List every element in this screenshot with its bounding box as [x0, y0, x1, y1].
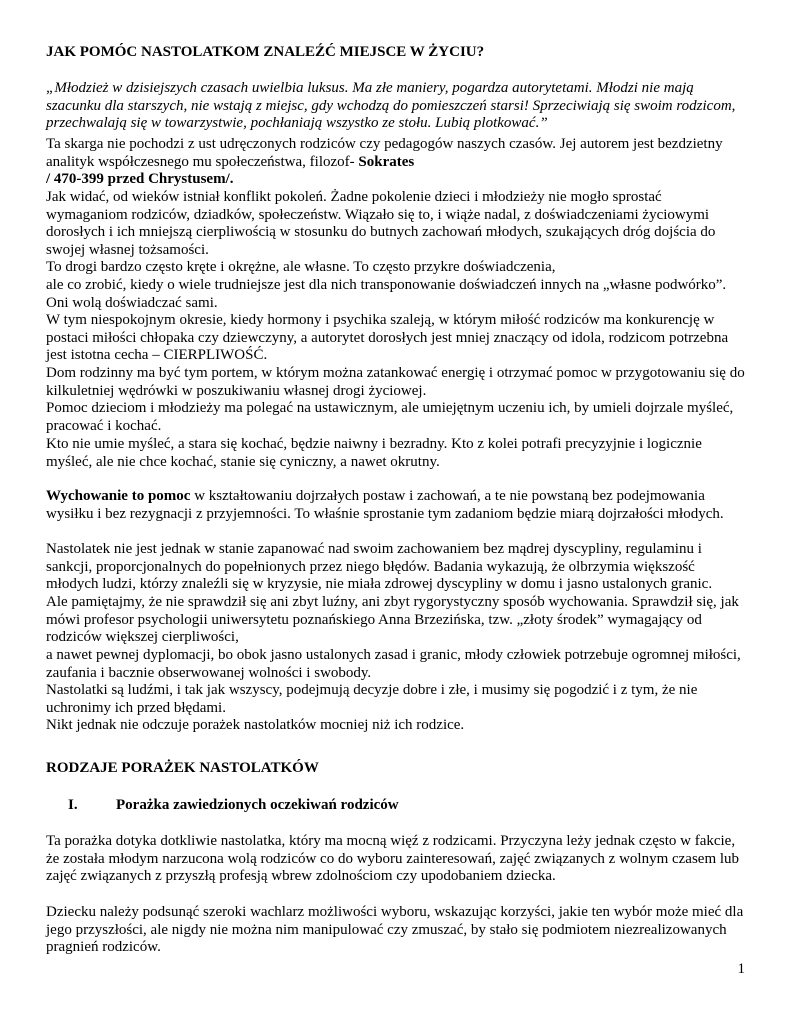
paragraph-think-love: Kto nie umie myśleć, a stara się kochać, będzie naiwny i bezradny. Kto z kolei potrafi precyzyjnie i logicznie myśleć, ale nie chce kochać, stanie się cyniczny, a nawet okrutny.	[46, 436, 702, 470]
paragraph-generations: Jak widać, od wieków istniał konflikt pokoleń. Żadne pokolenie dzieci i młodzieży nie mogło sprostać wymaganiom rodziców, dziadków, społeczeństw. Wiązało się to, i wiąże nadal, z doświadczeniami życiowymi dorosłych i ich mniejszą cierpliwością w stosunku do butnych zachowań młodych, szukających dróg dojścia do swojej własnej tożsamości.	[46, 189, 716, 258]
paragraph-paths-a: To drogi bardzo często kręte i okrężne, ale własne. To często przykre doświadczenia,	[46, 259, 556, 275]
author-dates: / 470-399 przed Chrystusem/.	[46, 171, 234, 187]
paragraph-decisions: Nastolatki są ludźmi, i tak jak wszyscy, podejmują decyzje dobre i złe, i musimy się pogodzić i z tym, że nie uchronimy ich przed błędami.	[46, 682, 698, 716]
paragraph-help: Pomoc dzieciom i młodzieży ma polegać na ustawicznym, ale umiejętnym uczeniu ich, by umieli dojrzale myśleć, pracować i kochać.	[46, 400, 734, 434]
author-name: Sokrates	[358, 153, 415, 170]
opening-quote: „Młodzież w dzisiejszych czasach uwielbia luksus. Ma złe maniery, pogardza autorytetami. Młodzi nie mają szacunku dla starszych, nie wstają z miejsc, gdy wchodzą do pomieszczeń starsi! Sprzeciwiają się swoim rodzicom, przechwalają się w towarzystwie, pochłaniają wszystko ze stołu. Lubią plotkować.”	[46, 80, 736, 132]
paragraph-home: Dom rodzinny ma być tym portem, w którym można zatankować energię i otrzymać pomoc w przygotowaniu się do kilkuletniej wędrówki w poszukiwaniu własnej drogi życiowej.	[46, 365, 745, 399]
document-title: JAK POMÓC NASTOLATKOM ZNALEŹĆ MIEJSCE W ŻYCIU?	[46, 44, 485, 60]
subsection-number: I.	[68, 797, 78, 813]
subsection-heading	[68, 797, 399, 815]
paragraph-author	[46, 136, 746, 171]
paragraph-parents-feel: Nikt jednak nie odczuje porażek nastolatków mocniej niż ich rodzice.	[46, 717, 465, 733]
section-heading: RODZAJE PORAŻEK NASTOLATKÓW	[46, 760, 319, 776]
paragraph-upbringing	[46, 488, 746, 523]
paragraph-diplomacy: a nawet pewnej dyplomacji, bo obok jasno ustalonych zasad i granic, młody człowiek potrzebuje ogromnej miłości, zaufania i bacznie obserwowanej wolności i swobody.	[46, 647, 741, 681]
paragraph-author-text: Ta skarga nie pochodzi z ust udręczonych rodziców czy pedagogów naszych czasów. Jej autorem jest bezdzietny analityk współczesnego mu społeczeństwa, filozof-	[46, 136, 723, 170]
paragraph-discipline: Nastolatek nie jest jednak w stanie zapanować nad swoim zachowaniem bez mądrej dyscypliny, regulaminu i sankcji, proporcjonalnych do popełnionych przez niego błędów. Badania wykazują, że olbrzymia większość młodych ludzi, którzy znaleźli się w kryzysie, nie miała zdrowej dyscypliny w domu i jasno ustalonych granic.	[46, 541, 713, 593]
paragraph-choice: Dziecku należy podsunąć szeroki wachlarz możliwości wyboru, wskazując korzyści, jakie ten wybór może mieć dla jego przyszłości, ale nigdy nie można nim manipulować czy zmuszać, by stało się podmiotem niezrealizowanych pragnień rodziców.	[46, 904, 744, 956]
subsection-title: Porażka zawiedzionych oczekiwań rodziców	[116, 797, 399, 813]
page-number: 1	[737, 961, 745, 977]
paragraph-patience: W tym niespokojnym okresie, kiedy hormony i psychika szaleją, w którym miłość rodziców ma konkurencję w postaci miłości chłopaka czy dziewczyny, a autorytet dorosłych jest mniej znaczący od idola, rodzicom potrzebna jest istotna cecha – CIERPLIWOŚĆ.	[46, 312, 729, 364]
paragraph-paths-b: ale co zrobić, kiedy o wiele trudniejsze jest dla nich transponowanie doświadczeń innych na „własne podwórko”. Oni wolą doświadczać sami.	[46, 277, 727, 311]
paragraph-golden-mean: Ale pamiętajmy, że nie sprawdził się ani zbyt luźny, ani zbyt rygorystyczny sposób wychowania. Sprawdził się, jak mówi profesor psychologii uniwersytetu poznańskiego Anna Brzezińska, tzw. „złoty środek” wymagający od rodziców większej cierpliwości,	[46, 594, 739, 646]
upbringing-text: w kształtowaniu dojrzałych postaw i zachowań, a te nie powstaną bez podejmowania wysiłku i bez rezygnacji z przyjemności. To właśnie sprostanie tym zadaniom będzie miarą dojrzałości młodych.	[46, 488, 724, 522]
paragraph-expectations: Ta porażka dotyka dotkliwie nastolatka, który ma mocną więź z rodzicami. Przyczyna leży jednak często w fakcie, że została młodym narzucona wolą rodziców co do wyboru zainteresowań, zajęć związanych z wolnym czasem lub zajęć związanych z przyszłą profesją wbrew zdolnościom czy upodobaniem dziecka.	[46, 833, 740, 885]
upbringing-bold: Wychowanie to pomoc	[46, 488, 191, 504]
